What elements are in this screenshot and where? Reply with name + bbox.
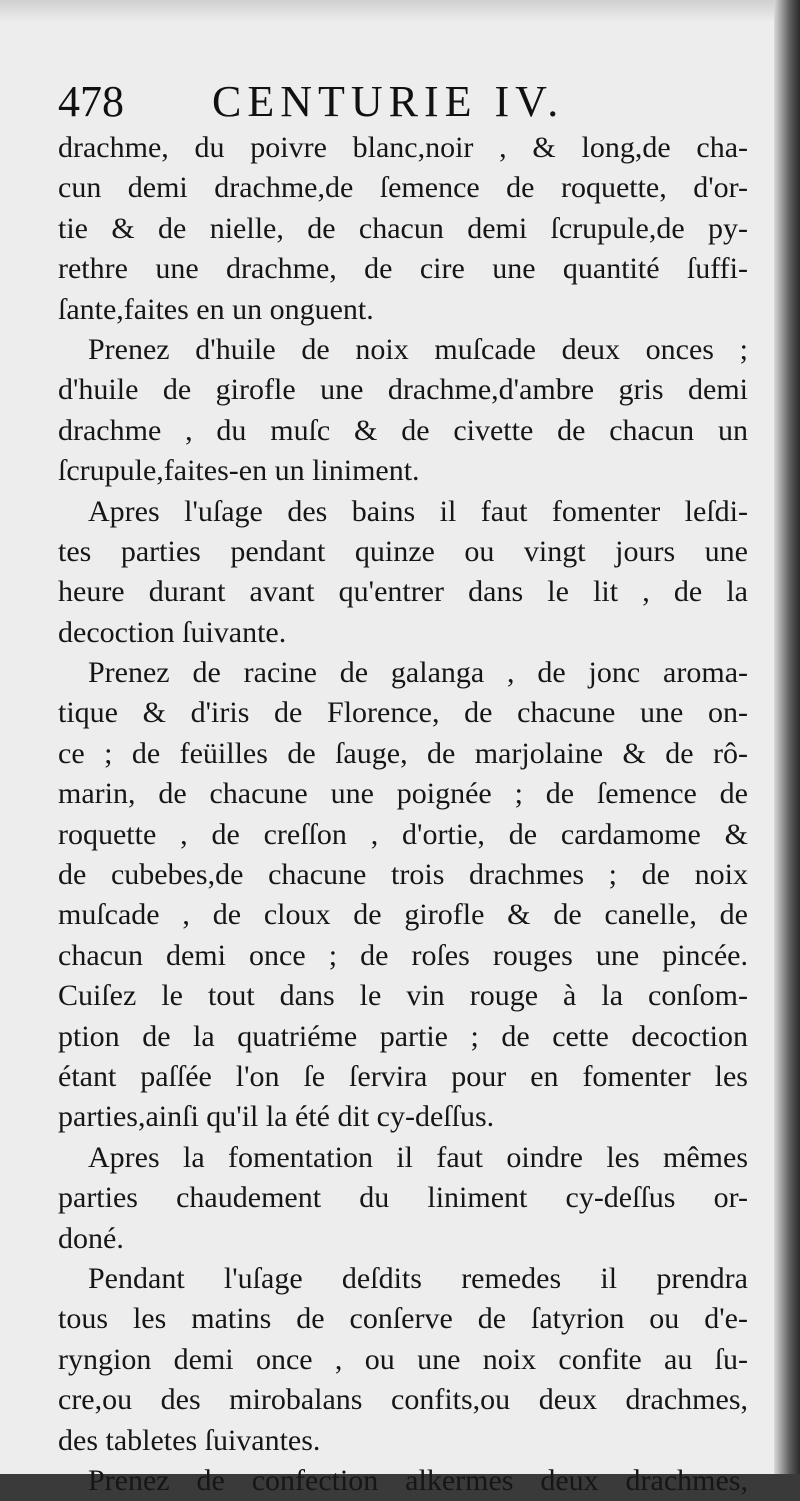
text-line: cun demi drachme,de ſemence de roquette, d'or- bbox=[58, 171, 748, 205]
text-line: ce ; de feüilles de ſauge, de marjolaine & de rô- bbox=[58, 736, 748, 770]
text-line: ſante,faites en un onguent. bbox=[58, 292, 374, 326]
text-line: heure durant avant qu'entrer dans le lit , de la bbox=[58, 575, 748, 609]
text-line: parties,ainſi qu'il la été dit cy-deſſus. bbox=[58, 1100, 495, 1134]
text-line: de cubebes,de chacune trois drachmes ; de noix bbox=[58, 858, 748, 892]
text-line: tes parties pendant quinze ou vingt jours une bbox=[58, 534, 748, 568]
text-line: muſcade , de cloux de girofle & de canelle, de bbox=[58, 898, 748, 932]
text-line: tique & d'iris de Florence, de chacune une on- bbox=[58, 696, 748, 730]
text-line: ption de la quatriéme partie ; de cette decoction bbox=[58, 1019, 748, 1053]
text-line: des tabletes ſuivantes. bbox=[58, 1423, 321, 1457]
text-line: drachme , du muſc & de civette de chacun un bbox=[58, 413, 748, 447]
text-line: Apres la fomentation il faut oindre les mêmes bbox=[88, 1140, 748, 1174]
text-line: Apres l'uſage des bains il faut fomenter leſdi- bbox=[88, 494, 748, 528]
body-text bbox=[58, 128, 748, 1501]
page-number: 478 bbox=[58, 77, 124, 126]
text-line: ſcrupule,faites-en un liniment. bbox=[58, 454, 420, 488]
text-line: decoction ſuivante. bbox=[58, 615, 287, 649]
book-gutter-shadow bbox=[774, 0, 800, 1474]
text-line: Cuiſez le tout dans le vin rouge à la conſom- bbox=[58, 979, 748, 1013]
text-line: rethre une drachme, de cire une quantité ſuffi- bbox=[58, 252, 748, 286]
text-line: drachme, du poivre blanc,noir , & long,de cha- bbox=[58, 131, 748, 164]
section-title: CENTURIE IV. bbox=[212, 77, 565, 126]
text-line: doné. bbox=[58, 1221, 124, 1255]
text-line: ryngion demi once , ou une noix confite au ſu- bbox=[58, 1342, 748, 1376]
text-line: cre,ou des mirobalans confits,ou deux drachmes, bbox=[58, 1383, 748, 1417]
running-head bbox=[58, 76, 748, 132]
text-line: Prenez d'huile de noix muſcade deux onces ; bbox=[88, 332, 748, 366]
text-line: Pendant l'uſage deſdits remedes il prendra bbox=[88, 1261, 748, 1295]
text-line: Prenez de confection alkermes deux drachmes, bbox=[88, 1463, 748, 1497]
text-line: roquette , de creſſon , d'ortie, de cardamome & bbox=[58, 817, 748, 851]
text-line: étant paſſée l'on ſe ſervira pour en fomenter les bbox=[58, 1059, 748, 1093]
text-line: parties chaudement du liniment cy-deſſus or- bbox=[58, 1181, 748, 1215]
text-line: Prenez de racine de galanga , de jonc aroma- bbox=[88, 656, 748, 690]
text-line: chacun demi once ; de roſes rouges une pincée. bbox=[58, 938, 748, 972]
page-top-edge bbox=[0, 0, 800, 22]
text-line: tous les matins de conſerve de ſatyrion ou d'e- bbox=[58, 1302, 748, 1336]
text-line: tie & de nielle, de chacun demi ſcrupule,de py- bbox=[58, 211, 748, 245]
text-line: d'huile de girofle une drachme,d'ambre gris demi bbox=[58, 373, 748, 407]
text-line: marin, de chacune une poignée ; de ſemence de bbox=[58, 777, 748, 811]
